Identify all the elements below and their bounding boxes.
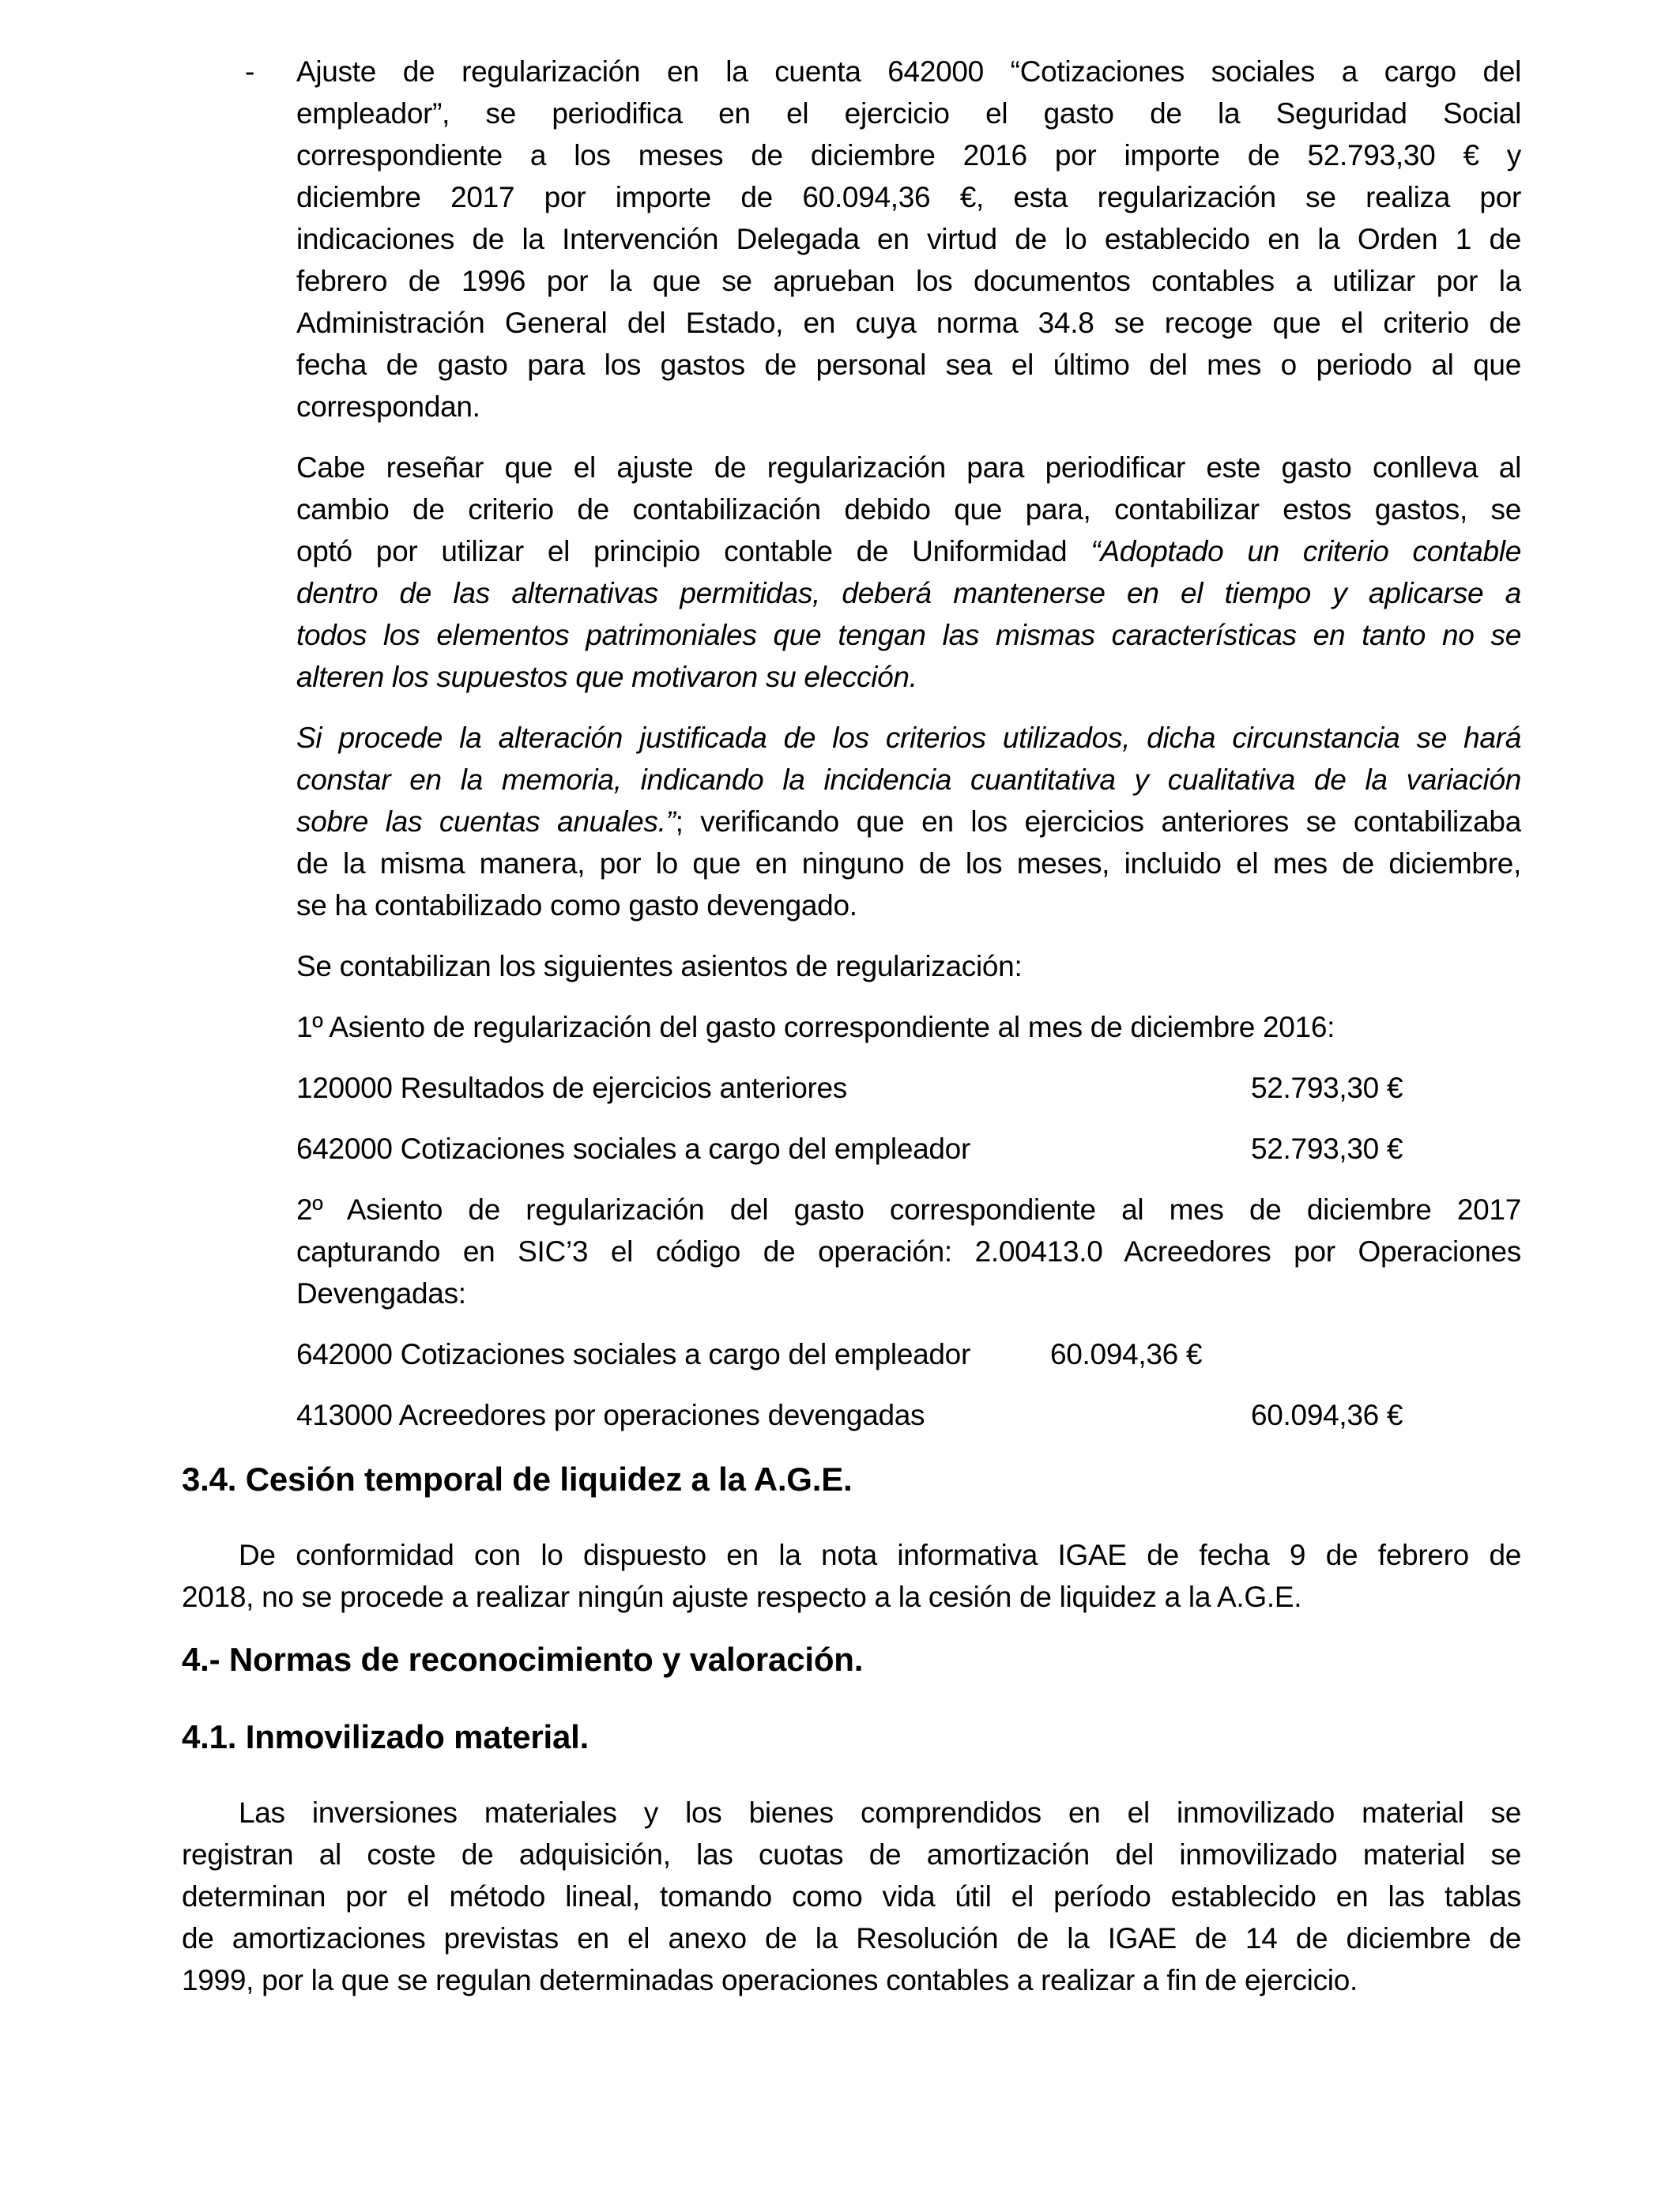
entry-row-642000-cotizaciones-2017	[296, 1333, 1521, 1375]
entry-label: 642000 Cotizaciones sociales a cargo del empleador	[296, 1133, 970, 1165]
para-se-contabilizan	[296, 945, 1521, 987]
entry-label: 120000 Resultados de ejercicios anteriores	[296, 1072, 847, 1104]
heading-4-1-inmovilizado: 4.1. Inmovilizado material.	[182, 1718, 590, 1755]
para-las-inversiones-line-2: registran al coste de adquisición, las cuotas de amortización del inmovilizado material se	[182, 1838, 1521, 1871]
bullet-item-ajuste-regularizacion	[245, 51, 1521, 428]
para-si-procede-line-2: constar en la memoria, indicando la incidencia cuantitativa y cualitativa de la variación	[296, 763, 1521, 796]
entry-label: 642000 Cotizaciones sociales a cargo del empleador	[296, 1338, 970, 1370]
para-las-inversiones-line-1: Las inversiones materiales y los bienes comprendidos en el inmovilizado material se	[239, 1796, 1521, 1829]
para-de-conformidad-line-1: De conformidad con lo dispuesto en la nota informativa IGAE de fecha 9 de febrero de	[239, 1539, 1521, 1571]
para-las-inversiones-line-4: de amortizaciones previstas en el anexo de la Resolución de la IGAE de 14 de diciembre de	[182, 1922, 1521, 1955]
para-cabe-resenar-line-6: alteren los supuestos que motivaron su elección.	[296, 661, 917, 693]
entry-row-642000-cotizaciones-2016	[296, 1128, 1521, 1170]
bullet-dash-marker: -	[245, 55, 255, 88]
para-las-inversiones-line-3: determinan por el método lineal, tomando como vida útil el período establecido en las tablas	[182, 1880, 1521, 1913]
para-se-contabilizan-line-1: Se contabilizan los siguientes asientos de regularización:	[296, 950, 1023, 982]
bullet-item-ajuste-regularizacion-line-5: indicaciones de la Intervención Delegada en virtud de lo establecido en la Orden 1 de	[296, 223, 1521, 255]
entry-amount: 60.094,36 €	[1050, 1338, 1203, 1370]
para-las-inversiones-line-5: 1999, por la que se regulan determinadas operaciones contables a realizar a fin de ejercicio.	[182, 1964, 1358, 1996]
entry-amount: 52.793,30 €	[1251, 1072, 1403, 1104]
para-cabe-resenar-line-3: optó por utilizar el principio contable de Uniformidad “Adoptado un criterio contable	[296, 535, 1521, 567]
para-si-procede-line-1: Si procede la alteración justificada de los criterios utilizados, dicha circunstancia se hará	[296, 722, 1521, 754]
para-asiento-1-line-1: 1º Asiento de regularización del gasto correspondiente al mes de diciembre 2016:	[296, 1011, 1335, 1043]
entry-amount: 52.793,30 €	[1251, 1133, 1403, 1165]
bullet-item-ajuste-regularizacion-line-7: Administración General del Estado, en cuya norma 34.8 se recoge que el criterio de	[296, 307, 1521, 339]
entry-row-120000-resultados	[296, 1067, 1521, 1109]
bullet-item-ajuste-regularizacion-line-2: empleador”, se periodifica en el ejercicio el gasto de la Seguridad Social	[296, 97, 1521, 130]
entry-amount: 60.094,36 €	[1251, 1399, 1403, 1431]
para-las-inversiones	[182, 1792, 1521, 2001]
para-cabe-resenar-line-2: cambio de criterio de contabilización debido que para, contabilizar estos gastos, se	[296, 493, 1521, 526]
bullet-item-ajuste-regularizacion-line-4: diciembre 2017 por importe de 60.094,36 €, esta regularización se realiza por	[296, 181, 1521, 213]
entry-label: 413000 Acreedores por operaciones devengadas	[296, 1399, 925, 1431]
para-asiento-1	[296, 1006, 1521, 1048]
para-cabe-resenar-line-4: dentro de las alternativas permitidas, deberá mantenerse en el tiempo y aplicarse a	[296, 577, 1521, 609]
para-si-procede-line-4: de la misma manera, por lo que en ninguno de los meses, incluido el mes de diciembre,	[296, 847, 1521, 880]
para-de-conformidad-line-2: 2018, no se procede a realizar ningún ajuste respecto a la cesión de liquidez a la A.G.E.	[182, 1581, 1302, 1613]
bullet-item-ajuste-regularizacion-line-9: correspondan.	[296, 390, 480, 423]
entry-row-413000-acreedores	[296, 1394, 1521, 1436]
para-de-conformidad	[182, 1534, 1521, 1618]
para-si-procede-line-3: sobre las cuentas anuales.”; verificando que en los ejercicios anteriores se contabilizaba	[296, 805, 1521, 838]
heading-4-normas: 4.- Normas de reconocimiento y valoración.	[182, 1641, 864, 1678]
heading-3-4-cesion-temporal: 3.4. Cesión temporal de liquidez a la A.G.E.	[182, 1461, 853, 1498]
para-si-procede-line-5: se ha contabilizado como gasto devengado.	[296, 889, 857, 922]
para-si-procede	[296, 717, 1521, 926]
para-cabe-resenar-line-1: Cabe reseñar que el ajuste de regularización para periodificar este gasto conlleva al	[296, 451, 1521, 484]
para-asiento-2	[296, 1189, 1521, 1314]
para-cabe-resenar	[296, 447, 1521, 698]
bullet-item-ajuste-regularizacion-line-8: fecha de gasto para los gastos de personal sea el último del mes o periodo al que	[296, 349, 1521, 381]
bullet-item-ajuste-regularizacion-line-6: febrero de 1996 por la que se aprueban los documentos contables a utilizar por la	[296, 265, 1521, 297]
bullet-item-ajuste-regularizacion-line-3: correspondiente a los meses de diciembre 2016 por importe de 52.793,30 € y	[296, 139, 1521, 172]
para-asiento-2-line-2: capturando en SIC’3 el código de operación: 2.00413.0 Acreedores por Operaciones	[296, 1235, 1521, 1268]
para-asiento-2-line-1: 2º Asiento de regularización del gasto correspondiente al mes de diciembre 2017	[296, 1193, 1521, 1226]
bullet-item-ajuste-regularizacion-line-1: Ajuste de regularización en la cuenta 642000 “Cotizaciones sociales a cargo del	[296, 55, 1521, 88]
para-cabe-resenar-line-5: todos los elementos patrimoniales que tengan las mismas características en tanto no se	[296, 619, 1521, 651]
para-asiento-2-line-3: Devengadas:	[296, 1277, 466, 1310]
